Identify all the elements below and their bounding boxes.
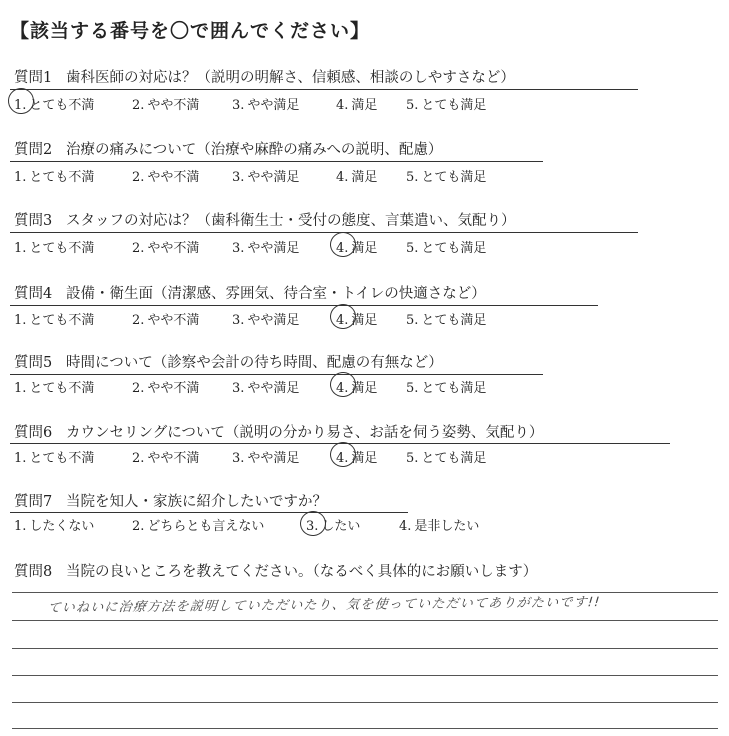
q2-option-4[interactable]: 4. 満足 (336, 170, 378, 185)
q1-option-2[interactable]: 2. やや不満 (132, 98, 200, 113)
q4-option-4[interactable]: 4. 満足 (336, 313, 378, 328)
q4-option-2[interactable]: 2. やや不満 (132, 313, 200, 328)
q3-option-1[interactable]: 1. とても不満 (14, 241, 95, 256)
q7-option-2[interactable]: 2. どちらとも言えない (132, 519, 265, 534)
question-1-text: 歯科医師の対応は？（説明の明解さ、信頼感、相談のしやすさなど） (66, 70, 515, 86)
q7-option-1[interactable]: 1. したくない (14, 519, 95, 534)
writing-line-6 (12, 728, 718, 729)
q7-option-4[interactable]: 4. 是非したい (399, 519, 480, 534)
q1-option-5[interactable]: 5. とても満足 (406, 98, 487, 113)
q6-option-5[interactable]: 5. とても満足 (406, 451, 487, 466)
question-1-label: 質問1 (14, 70, 53, 86)
q5-option-4[interactable]: 4. 満足 (336, 381, 378, 396)
q4-option-1[interactable]: 1. とても不満 (14, 313, 95, 328)
q2-option-3[interactable]: 3. やや満足 (232, 170, 300, 185)
q6-option-2[interactable]: 2. やや不満 (132, 451, 200, 466)
q2-option-5[interactable]: 5. とても満足 (406, 170, 487, 185)
question-3 (14, 209, 516, 230)
q4-option-3[interactable]: 3. やや満足 (232, 313, 300, 328)
q3-option-4[interactable]: 4. 満足 (336, 241, 378, 256)
question-7 (14, 490, 327, 511)
question-4-underline (10, 305, 598, 306)
question-7-label: 質問7 (14, 494, 53, 510)
question-7-underline (10, 512, 408, 513)
question-5-underline (10, 374, 543, 375)
question-1-underline (10, 89, 638, 90)
writing-line-5 (12, 702, 718, 703)
question-3-underline (10, 232, 638, 233)
q1-option-4[interactable]: 4. 満足 (336, 98, 378, 113)
writing-line-3 (12, 648, 718, 649)
question-4-label: 質問4 (14, 286, 53, 302)
question-5-label: 質問5 (14, 355, 53, 371)
q3-option-2[interactable]: 2. やや不満 (132, 241, 200, 256)
question-4 (14, 282, 486, 303)
q7-option-3[interactable]: 3. したい (306, 519, 361, 534)
question-8 (14, 560, 537, 581)
question-6-label: 質問6 (14, 425, 53, 441)
question-3-text: スタッフの対応は？（歯科衛生士・受付の態度、言葉遣い、気配り） (66, 213, 516, 229)
question-2-label: 質問2 (14, 142, 53, 158)
question-5 (14, 351, 443, 372)
q5-option-2[interactable]: 2. やや不満 (132, 381, 200, 396)
q5-option-5[interactable]: 5. とても満足 (406, 381, 487, 396)
writing-line-4 (12, 675, 718, 676)
question-7-text: 当院を知人・家族に紹介したいですか？ (66, 494, 327, 510)
question-2-text: 治療の痛みについて（治療や麻酔の痛みへの説明、配慮） (66, 142, 443, 158)
question-1 (14, 66, 515, 87)
q4-option-5[interactable]: 5. とても満足 (406, 313, 487, 328)
page-title: 【該当する番号を〇で囲んでください】 (10, 20, 371, 42)
q2-option-2[interactable]: 2. やや不満 (132, 170, 200, 185)
handwritten-answer[interactable]: ていねいに治療方法を説明していただいたり、気を使っていただいてありがたいです!! (46, 595, 602, 616)
q3-option-3[interactable]: 3. やや満足 (232, 241, 300, 256)
q2-option-1[interactable]: 1. とても不満 (14, 170, 95, 185)
question-8-text: 当院の良いところを教えてください。（なるべく具体的にお願いします） (66, 564, 538, 580)
q1-option-1[interactable]: 1. とても不満 (14, 98, 95, 113)
question-6 (14, 421, 543, 442)
q6-option-3[interactable]: 3. やや満足 (232, 451, 300, 466)
q5-option-1[interactable]: 1. とても不満 (14, 381, 95, 396)
q5-option-3[interactable]: 3. やや満足 (232, 381, 300, 396)
question-3-label: 質問3 (14, 213, 53, 229)
writing-line-2 (12, 620, 718, 621)
q1-option-3[interactable]: 3. やや満足 (232, 98, 300, 113)
q3-option-5[interactable]: 5. とても満足 (406, 241, 487, 256)
q6-option-1[interactable]: 1. とても不満 (14, 451, 95, 466)
question-2-underline (10, 161, 543, 162)
question-6-text: カウンセリングについて（説明の分かり易さ、お話を伺う姿勢、気配り） (66, 425, 544, 441)
question-4-text: 設備・衛生面（清潔感、雰囲気、待合室・トイレの快適さなど） (66, 286, 486, 302)
q6-option-4[interactable]: 4. 満足 (336, 451, 378, 466)
question-8-label: 質問8 (14, 564, 53, 580)
question-5-text: 時間について（診察や会計の待ち時間、配慮の有無など） (66, 355, 443, 371)
question-2 (14, 138, 442, 159)
